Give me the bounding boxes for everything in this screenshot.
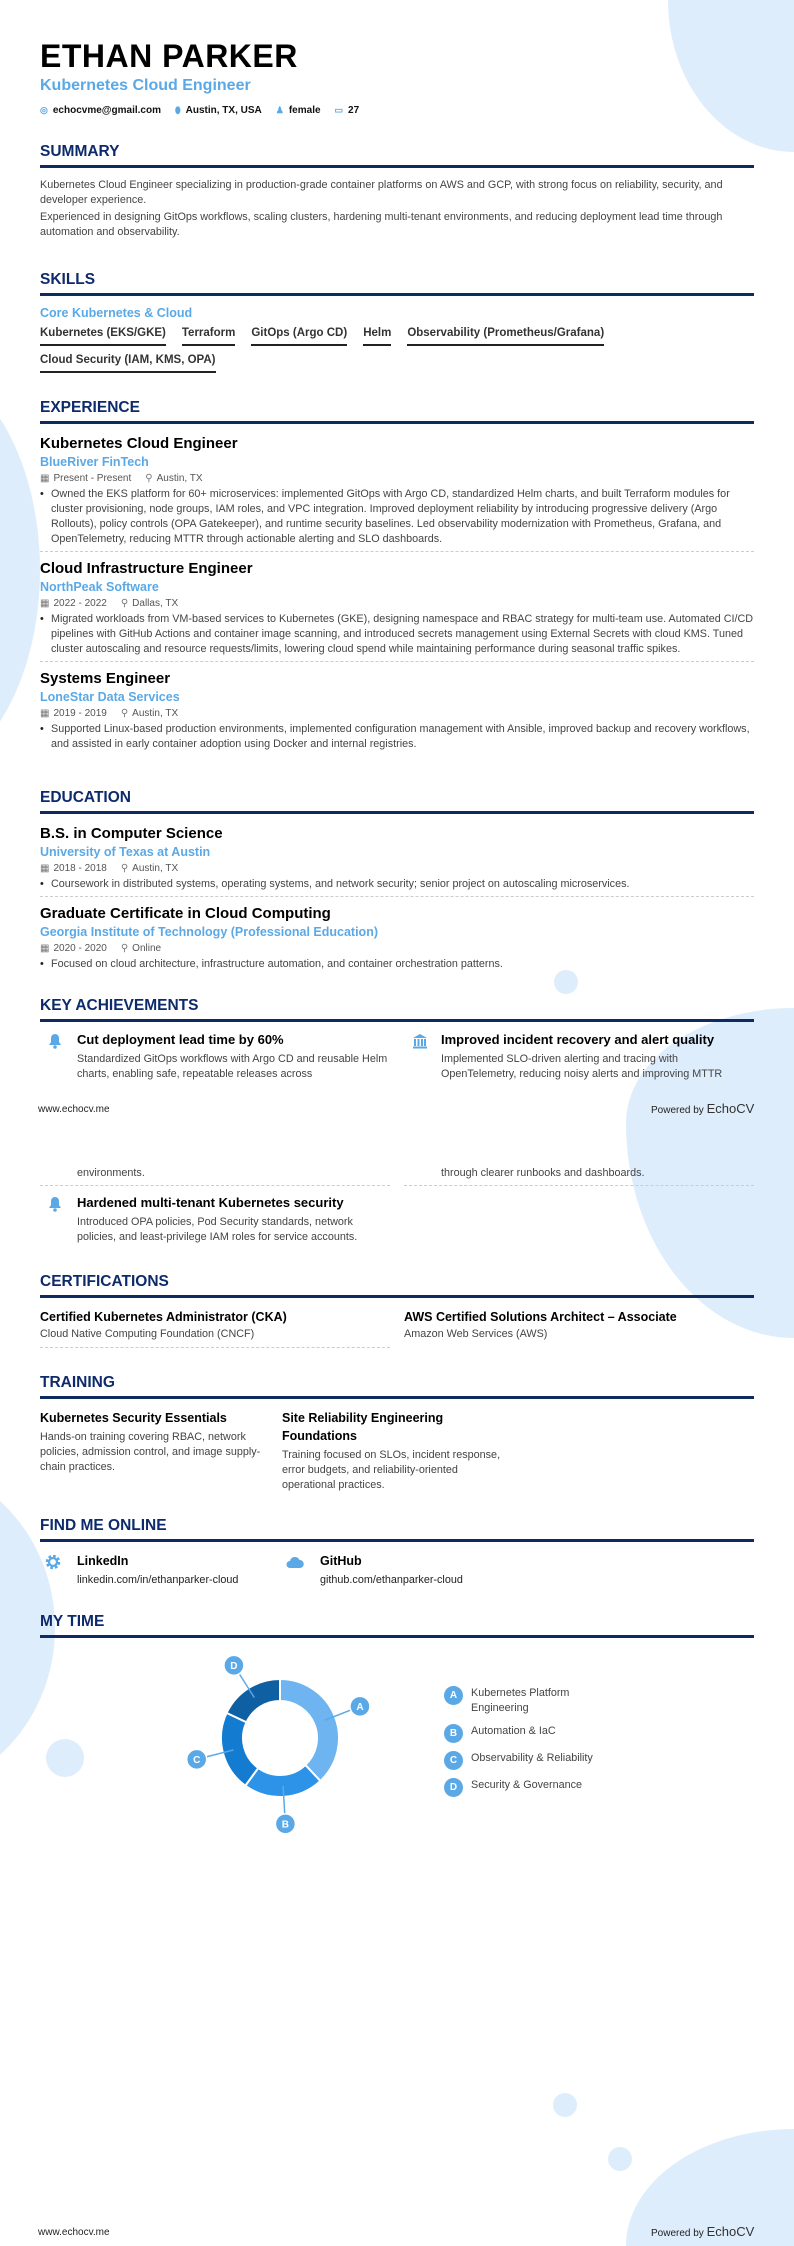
summary-text: Kubernetes Cloud Engineer specializing in production-grade container platforms on AWS and GCP, with strong focus on reliability, security, and developer experience. (40, 179, 723, 206)
donut-slice-D (227, 1679, 280, 1722)
legend-item (444, 1724, 644, 1743)
section-heading: SUMMARY (40, 142, 754, 168)
online-github[interactable] (283, 1552, 526, 1593)
location-text: Austin, TX, USA (185, 105, 262, 116)
brand-logo: EchoCV (706, 1101, 755, 1116)
certification-item (404, 1308, 754, 1348)
map-pin-icon: ⚲ (120, 863, 129, 874)
chart-legend (444, 1686, 644, 1805)
section-heading: CERTIFICATIONS (40, 1272, 754, 1298)
person-icon: ♟ (275, 105, 284, 115)
contact-row (40, 105, 754, 116)
cert-issuer: Cloud Native Computing Foundation (CNCF) (40, 1328, 255, 1340)
footer-site[interactable]: www.echocv.me (38, 2227, 110, 2238)
cert-name: Certified Kubernetes Administrator (CKA) (40, 1310, 287, 1324)
education-entry (40, 824, 754, 897)
callout-label: D (230, 1660, 238, 1672)
achievement-card (40, 1194, 390, 1251)
legend-label: Security & Governance (471, 1779, 583, 1791)
calendar-icon: ▦ (40, 708, 50, 719)
gear-icon (40, 1552, 67, 1593)
training-desc: Training focused on SLOs, incident response, error budgets, and reliability-oriented operational practices. (282, 1449, 501, 1491)
footer-powered (651, 2224, 754, 2239)
decor-blob (46, 1739, 84, 1777)
training-name: Site Reliability Engineering Foundations (282, 1411, 444, 1443)
education-entry (40, 904, 754, 976)
cert-name: AWS Certified Solutions Architect – Associate (404, 1310, 677, 1324)
cert-issuer: Amazon Web Services (AWS) (404, 1328, 548, 1340)
edu-dates: ▦ 2018 - 2018 (40, 863, 107, 874)
school-name: University of Texas at Austin (40, 845, 211, 859)
bullet-item: • Owned the EKS platform for 60+ microservices: implemented GitOps with Argo CD, standardized Helm charts, and built Terraform modules for cluster provisioning, node groups, IAM roles, and VPC integration. Improved deployment reliability by introducing progressive delivery (Argo Rollouts), policy controls (OPA Gatekeeper), and runtime security baselines. Led observability modernization with Prometheus, Grafana, and OpenTelemetry, reducing MTTR through actionable alerting and SLO dashboards. (40, 487, 754, 547)
legend-label: Automation & IaC (471, 1725, 556, 1737)
online-linkedin[interactable] (40, 1552, 283, 1593)
experience-entry (40, 559, 754, 662)
achievement-card (404, 1031, 754, 1088)
legend-key: B (444, 1724, 463, 1743)
skill-tag: Terraform (182, 325, 235, 346)
achievement-title: Improved incident recovery and alert quality (441, 1032, 715, 1047)
footer-site[interactable]: www.echocv.me (38, 1104, 110, 1115)
training-desc: Hands-on training covering RBAC, network policies, admission control, and image supply-chain practices. (40, 1431, 261, 1473)
certification-item (40, 1308, 390, 1348)
my-time-donut-chart (150, 1640, 410, 1840)
skill-tag: Cloud Security (IAM, KMS, OPA) (40, 352, 216, 373)
legend-key: C (444, 1751, 463, 1770)
training-item (282, 1409, 507, 1493)
calendar-icon: ▭ (334, 105, 344, 115)
calendar-icon: ▦ (40, 598, 50, 609)
section-heading: TRAINING (40, 1373, 754, 1399)
section-heading: MY TIME (40, 1612, 754, 1638)
skill-tag: Kubernetes (EKS/GKE) (40, 325, 166, 346)
online-url[interactable]: github.com/ethanparker-cloud (320, 1574, 463, 1586)
achievements-continued (40, 1163, 754, 1251)
contact-gender (276, 105, 321, 116)
achievement-title: Hardened multi-tenant Kubernetes security (77, 1195, 344, 1210)
skill-tag: Observability (Prometheus/Grafana) (407, 325, 604, 346)
achievement-desc: Introduced OPA policies, Pod Security standards, network policies, and least-privilege IAM roles for service accounts. (77, 1216, 358, 1243)
legend-item (444, 1686, 644, 1716)
achievement-title: Cut deployment lead time by 60% (77, 1032, 284, 1047)
job-dates: ▦ 2022 - 2022 (40, 598, 107, 609)
skill-tag: GitOps (Argo CD) (251, 325, 347, 346)
map-pin-icon: ⚲ (120, 598, 129, 609)
school-name: Georgia Institute of Technology (Professional Education) (40, 925, 378, 939)
achievement-card (40, 1031, 390, 1088)
achievement-desc: Implemented SLO-driven alerting and tracing with OpenTelemetry, reducing noisy alerts and improving MTTR (441, 1053, 723, 1080)
company-name: NorthPeak Software (40, 580, 159, 594)
online-url[interactable]: linkedin.com/in/ethanparker-cloud (77, 1574, 239, 1586)
legend-key: D (444, 1778, 463, 1797)
map-pin-icon: ⬮ (174, 105, 181, 115)
candidate-title: Kubernetes Cloud Engineer (40, 77, 251, 94)
section-heading: SKILLS (40, 270, 754, 296)
bullet-item: • Supported Linux-based production environments, implemented configuration management with Ansible, improved backup and recovery workflows, and assisted in early container adoption using Docker and internal registries. (40, 722, 754, 752)
legend-key: A (444, 1686, 463, 1705)
section-heading: EXPERIENCE (40, 398, 754, 424)
degree: B.S. in Computer Science (40, 825, 223, 842)
callout-label: A (356, 1701, 364, 1713)
donut-slice-C (221, 1713, 258, 1786)
summary-text: Experienced in designing GitOps workflows, scaling clusters, hardening multi-tenant environments, and reducing deployment lead time through automation and observability. (40, 211, 723, 238)
donut-slice-A (280, 1679, 339, 1781)
legend-item (444, 1778, 644, 1797)
job-title: Cloud Infrastructure Engineer (40, 560, 253, 577)
bell-icon (40, 1194, 67, 1245)
callout-label: B (281, 1819, 290, 1831)
age-text: 27 (348, 105, 360, 116)
decor-blob (608, 2147, 632, 2171)
map-pin-icon: ⚲ (120, 943, 129, 954)
decor-blob (553, 2093, 577, 2117)
bullet-item: • Coursework in distributed systems, operating systems, and network security; senior project on autoscaling microservices. (40, 877, 754, 892)
experience-section (40, 398, 754, 763)
achievement-desc-end: through clearer runbooks and dashboards. (441, 1167, 645, 1179)
company-name: LoneStar Data Services (40, 690, 180, 704)
header (40, 38, 754, 116)
job-location: ⚲ Austin, TX (120, 708, 179, 719)
achievements-section (40, 996, 754, 1088)
job-title: Kubernetes Cloud Engineer (40, 435, 238, 452)
skill-category: Core Kubernetes & Cloud (40, 306, 193, 320)
email-text: echocvme@gmail.com (52, 105, 161, 116)
training-section (40, 1373, 754, 1493)
certifications-section (40, 1272, 754, 1348)
training-item (40, 1409, 265, 1493)
contact-location (175, 105, 262, 116)
section-heading: KEY ACHIEVEMENTS (40, 996, 754, 1022)
experience-entry (40, 669, 754, 756)
job-location: ⚲ Dallas, TX (120, 598, 179, 609)
achievement-desc-end: environments. (77, 1167, 145, 1179)
map-pin-icon: ⚲ (120, 708, 129, 719)
job-location: ⚲ Austin, TX (145, 473, 203, 484)
achievement-desc: Standardized GitOps workflows with Argo CD and reusable Helm charts, enabling safe, repeatable releases across (77, 1053, 388, 1080)
summary-section (40, 142, 754, 240)
contact-email[interactable] (40, 105, 161, 116)
job-dates: ▦ 2019 - 2019 (40, 708, 107, 719)
section-heading: FIND ME ONLINE (40, 1516, 754, 1542)
company-name: BlueRiver FinTech (40, 455, 149, 469)
legend-item (444, 1751, 644, 1770)
bank-icon (404, 1031, 431, 1082)
online-name: GitHub (320, 1554, 362, 1568)
calendar-icon: ▦ (40, 943, 50, 954)
powered-by-text: Powered by (651, 2228, 704, 2239)
online-section (40, 1516, 754, 1593)
legend-label: Kubernetes Platform Engineering (471, 1687, 570, 1714)
at-icon: ◎ (40, 105, 48, 115)
contact-age (335, 105, 360, 116)
education-section (40, 788, 754, 983)
bullet-item: • Focused on cloud architecture, infrastructure automation, and container orchestration patterns. (40, 957, 754, 972)
bell-icon (40, 1031, 67, 1082)
cloud-icon (283, 1552, 310, 1593)
job-dates: ▦ Present - Present (40, 473, 132, 484)
section-heading: EDUCATION (40, 788, 754, 814)
calendar-icon: ▦ (40, 863, 50, 874)
map-pin-icon: ⚲ (145, 473, 153, 484)
powered-by-text: Powered by (651, 1105, 704, 1116)
brand-logo: EchoCV (706, 2224, 755, 2239)
edu-location: ⚲ Austin, TX (120, 863, 179, 874)
skill-tag: Helm (363, 325, 391, 346)
candidate-name: ETHAN PARKER (40, 38, 298, 74)
skills-section (40, 270, 754, 373)
legend-label: Observability & Reliability (471, 1752, 593, 1764)
training-name: Kubernetes Security Essentials (40, 1411, 227, 1425)
experience-entry (40, 434, 754, 552)
gender-text: female (288, 105, 321, 116)
calendar-icon: ▦ (40, 473, 50, 484)
footer-powered (651, 1101, 754, 1116)
online-name: LinkedIn (77, 1554, 129, 1568)
degree: Graduate Certificate in Cloud Computing (40, 905, 331, 922)
decor-blob (0, 360, 40, 780)
edu-dates: ▦ 2020 - 2020 (40, 943, 107, 954)
bullet-item: • Migrated workloads from VM-based services to Kubernetes (GKE), designing namespace and RBAC strategy for multi-team use. Automated CI/CD pipelines with GitHub Actions and container image scanning, and introduced secrets management using External Secrets with cloud KMS. Tuned cluster autoscaling and resource requests/limits, lowering cloud spend while maintaining performance during seasonal traffic spikes. (40, 612, 754, 657)
callout-label: C (193, 1754, 201, 1766)
edu-location: ⚲ Online (120, 943, 162, 954)
job-title: Systems Engineer (40, 670, 171, 687)
